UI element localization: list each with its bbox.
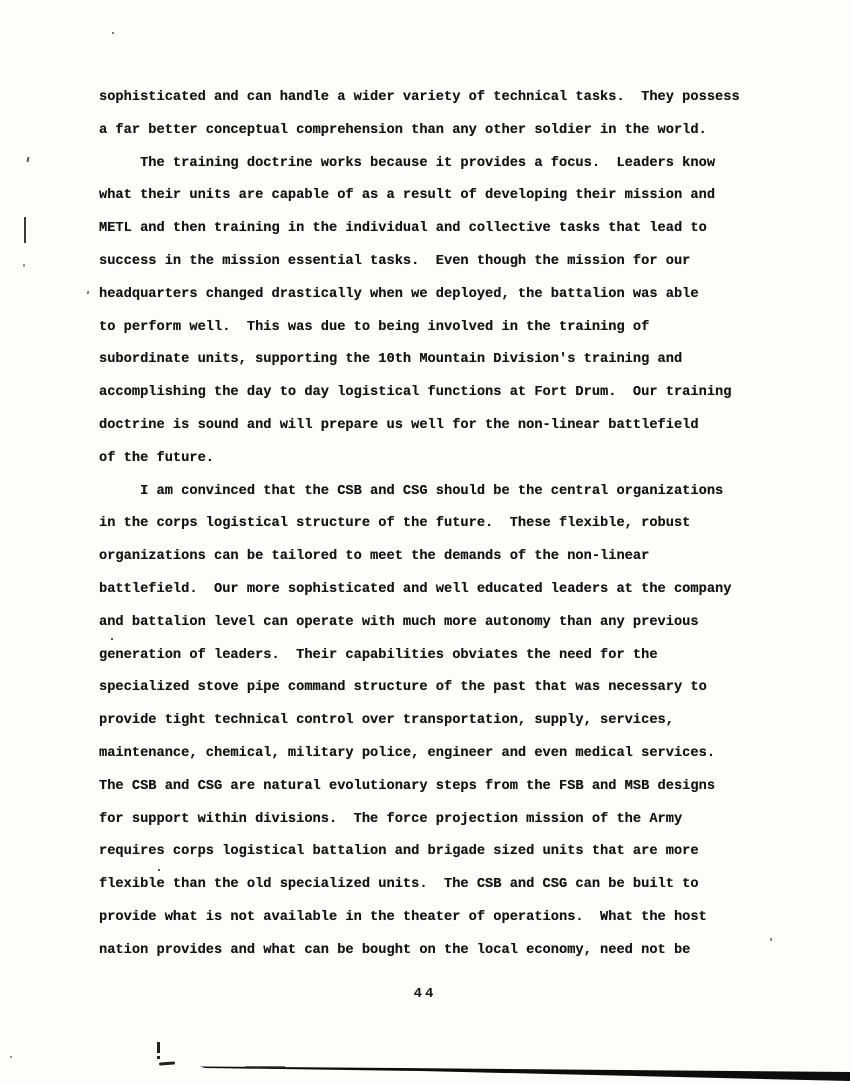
scan-speck-icon — [112, 32, 114, 34]
scan-speck-icon — [27, 157, 30, 162]
text-line: requires corps logistical battalion and brigade sized units that are more — [99, 844, 699, 860]
body-text — [99, 89, 799, 975]
text-line: accomplishing the day to day logistical functions at Fort Drum. Our training — [99, 385, 732, 401]
scan-speck-icon — [87, 291, 90, 295]
scan-speck-icon — [10, 1056, 12, 1058]
text-line: of the future. — [99, 450, 214, 466]
text-line: what their units are capable of as a result of developing their mission and — [99, 188, 716, 204]
scan-dash-mark-icon — [159, 1061, 175, 1065]
text-line: The CSB and CSG are natural evolutionary steps from the FSB and MSB designs — [99, 778, 716, 794]
text-line: maintenance, chemical, military police, engineer and even medical services. — [99, 745, 716, 761]
text-line: generation of leaders. Their capabilities obviates the need for the — [99, 647, 658, 663]
scan-speck-icon — [23, 264, 25, 267]
text-line: success in the mission essential tasks. Even though the mission for our — [99, 253, 691, 269]
text-line: doctrine is sound and will prepare us well for the non-linear battlefield — [99, 417, 699, 433]
text-line: provide tight technical control over transportation, supply, services, — [99, 713, 674, 729]
scan-margin-mark-icon — [24, 217, 26, 243]
text-line: nation provides and what can be bought on the local economy, need not be — [99, 942, 691, 958]
text-line: for support within divisions. The force projection mission of the Army — [99, 811, 683, 827]
text-line: specialized stove pipe command structure of the past that was necessary to — [99, 680, 707, 696]
text-line: headquarters changed drastically when we deployed, the battalion was able — [99, 286, 699, 302]
text-line: and battalion level can operate with much more autonomy than any previous — [99, 614, 699, 630]
text-line: in the corps logistical structure of the future. These flexible, robust — [99, 516, 691, 532]
text-line: subordinate units, supporting the 10th Mountain Division's training and — [99, 352, 683, 368]
text-line: flexible than the old specialized units. The CSB and CSG can be built to — [99, 877, 699, 893]
text-line: sophisticated and can handle a wider variety of technical tasks. They possess — [99, 90, 740, 105]
text-line: METL and then training in the individual and collective tasks that lead to — [99, 221, 707, 237]
scan-speck-icon — [111, 638, 113, 640]
scan-exclamation-mark-icon — [157, 1042, 160, 1053]
scan-exclamation-mark-icon — [157, 1056, 160, 1059]
text-line: I am convinced that the CSB and CSG should be the central organizations — [99, 483, 724, 499]
text-line: organizations can be tailored to meet the demands of the non-linear — [99, 549, 650, 565]
page-number: 44 — [413, 986, 437, 1002]
text-line: provide what is not available in the theater of operations. What the host — [99, 909, 707, 925]
text-line: The training doctrine works because it provides a focus. Leaders know — [99, 155, 716, 171]
text-line: battlefield. Our more sophisticated and well educated leaders at the company — [99, 581, 732, 597]
text-line: to perform well. This was due to being involved in the training of — [99, 319, 650, 335]
scan-speck-icon — [770, 938, 772, 941]
text-line: a far better conceptual comprehension than any other soldier in the world. — [99, 122, 707, 138]
scan-speck-icon — [158, 869, 160, 871]
